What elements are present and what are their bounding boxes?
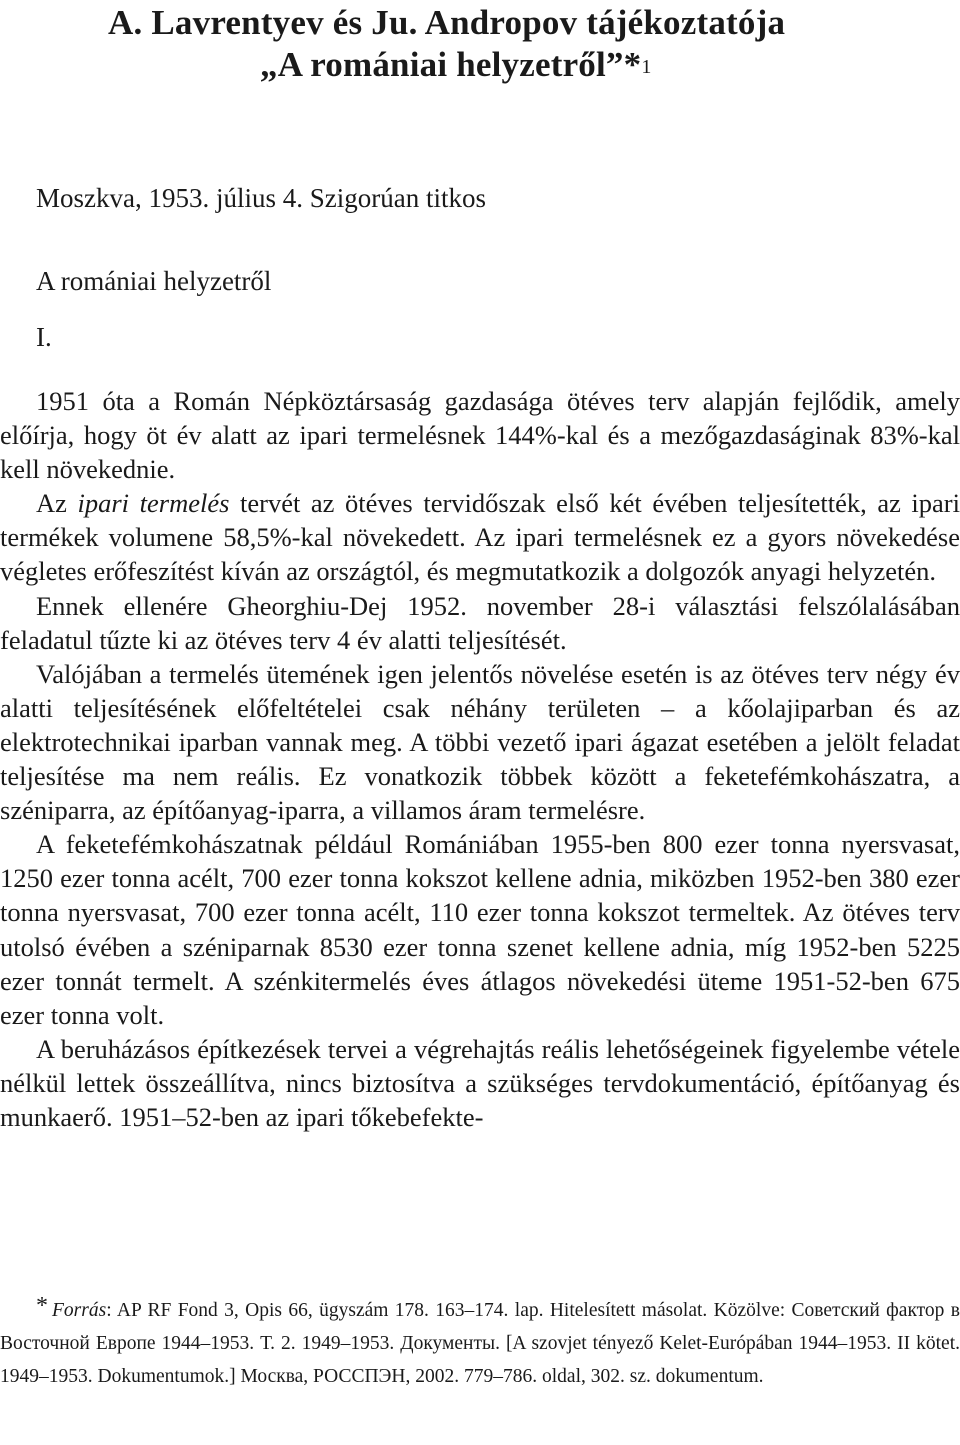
emphasized-text: ipari termelés [77, 488, 230, 519]
footnote-text: : AP RF Fond 3, Opis 66, ügyszám 178. 163–174. lap. Hitelesített másolat. Közölve: Советский фактор в Восточной Европе 1944–1953. Т. 2. 1949–1953. Документы. [A szovjet tényező Kelet-Európában 1944–1953. II kötet. 1949–1953. Dokumentumok.] Москва, РОССПЭН, 2002. 779–786. oldal, 302. sz. dokumentum. [0, 1300, 960, 1387]
paragraph: Ennek ellenére Gheorghiu-Dej 1952. november 28-i választási felszólalásában feladatul tűzte ki az ötéves terv 4 év alatti teljesítését. [0, 590, 960, 655]
paragraph: A feketefémkohászatnak például Romániában 1955-ben 800 ezer tonna nyersvasat, 1250 ezer tonna acélt, 700 ezer tonna kokszot kellene adnia, miközben 1952-ben 380 ezer tonna nyersvasat, 700 ezer tonna acélt, 110 ezer tonna kokszot termeltek. Az ötéves terv utolsó évében a széniparnak 8530 ezer tonna szenet kellene adnia, míg 1952-ben 5225 ezer tonnát termelt. A szénkitermelés éves átlagos növekedési üteme 1951-52-ben 675 ezer tonna volt. [0, 829, 960, 1030]
document-body [0, 384, 960, 1134]
paragraph: 1951 óta a Román Népköztársaság gazdasága ötéves terv alapján fejlődik, amely előírja, hogy öt év alatt az ipari termelésnek 144%-kal és a mezőgazdaságinak 83%-kal kell növekednie. [0, 386, 960, 485]
title-line-2-text: „A romániai helyzetről”* [260, 45, 642, 84]
paragraph: Valójában a termelés ütemének igen jelentős növelése esetén is az ötéves terv négy év alatti teljesítésének előfeltételei csak néhány területen – a kőolajiparban és az elektrotechnikai iparban vannak meg. A többi vezető ipari ágazat esetében a jelölt feladat teljesítése ma nem reális. Ez vonatkozik többek között a feketefémkohászatra, a széniparra, az építőanyag-iparra, a villamos áram termelésre. [0, 658, 960, 826]
paragraph-text: Az [36, 488, 78, 519]
document-title [108, 2, 785, 86]
footnote-paragraph [0, 1294, 960, 1393]
document-subtitle: A romániai helyzetről [36, 266, 272, 296]
paragraph [0, 486, 960, 588]
title-note-marker: 1 [641, 56, 652, 78]
footnote [0, 1294, 960, 1393]
section-number: I. [36, 322, 52, 352]
title-line-1: A. Lavrentyev és Ju. Andropov tájékoztatója [108, 3, 786, 42]
footnote-source-label: Forrás [52, 1300, 107, 1321]
place-date-classification: Moszkva, 1953. július 4. Szigorúan titkos [36, 183, 486, 213]
footnote-marker: * [36, 1293, 48, 1319]
paragraph-text: tervét az ötéves tervidőszak első két évében teljesítették, az ipari termékek volumene 58,5%-kal növekedett. Az ipari termelésnek ez a gyors növekedése végletes erőfeszítést kíván az országtól, és megmutatkozik a dolgozók anyagi helyzetén. [0, 488, 960, 587]
title-line-2 [108, 44, 785, 86]
paragraph: A beruházásos építkezések tervei a végrehajtás reális lehetőségeinek figyelembe vétele nélkül lettek összeállítva, nincs biztosítva a szükséges tervdokumentáció, építőanyag és munkaerő. 1951–52-ben az ipari tőkebefekte- [0, 1033, 960, 1132]
